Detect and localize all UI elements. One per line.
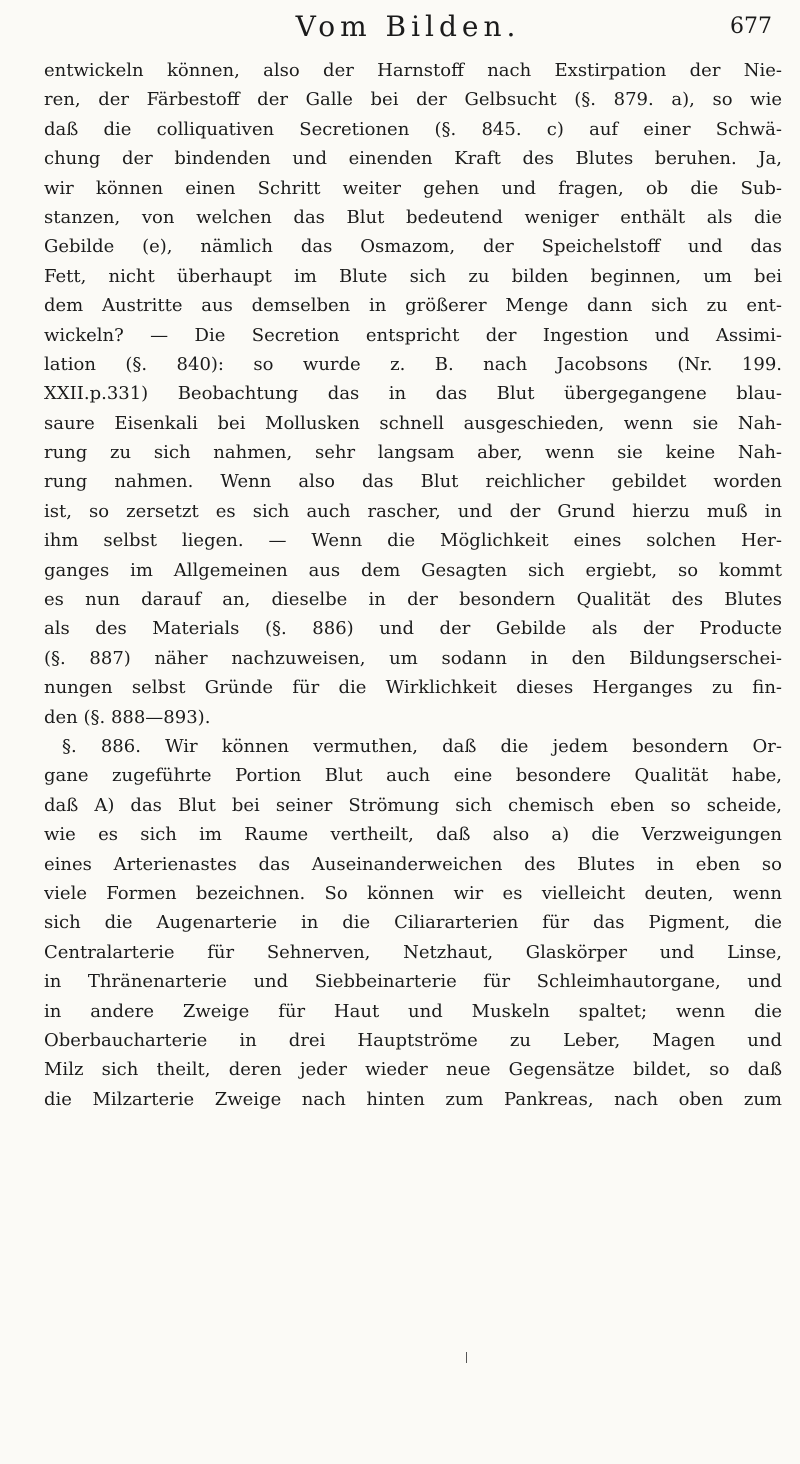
text-line: dem Austritte aus demselben in größerer Menge dann sich zu ent- [44, 295, 782, 317]
text-line: viele Formen bezeichnen. So können wir es vielleicht deuten, wenn [44, 882, 782, 904]
text-line: lation (§. 840): so wurde z. B. nach Jacobsons (Nr. 199. [44, 353, 782, 375]
text-line: daß die colliquativen Secretionen (§. 845. c) auf einer Schwä- [44, 118, 782, 140]
text-line: Oberbaucharterie in drei Hauptströme zu Leber, Magen und [44, 1029, 782, 1051]
text-line: als des Materials (§. 886) und der Gebilde als der Producte [44, 618, 782, 640]
body-text [44, 56, 782, 1114]
text-line: rung zu sich nahmen, sehr langsam aber, wenn sie keine Nah- [44, 442, 782, 464]
text-line: ren, der Färbestoff der Galle bei der Gelbsucht (§. 879. a), so wie [44, 89, 782, 111]
text-line: Centralarterie für Sehnerven, Netzhaut, Glaskörper und Linse, [44, 941, 782, 963]
text-line: stanzen, von welchen das Blut bedeutend weniger enthält als die [44, 206, 782, 228]
text-line: in Thränenarterie und Siebbeinarterie für Schleimhautorgane, und [44, 971, 782, 993]
text-line: saure Eisenkali bei Mollusken schnell ausgeschieden, wenn sie Nah- [44, 412, 782, 434]
text-line: Gebilde (e), nämlich das Osmazom, der Speichelstoff und das [44, 236, 782, 258]
text-line: die Milzarterie Zweige nach hinten zum Pankreas, nach oben zum [44, 1088, 782, 1110]
text-line: (§. 887) näher nachzuweisen, um sodann in den Bildungserschei- [44, 647, 782, 669]
text-line: daß A) das Blut bei seiner Strömung sich chemisch eben so scheide, [44, 794, 782, 816]
text-line: eines Arterienastes das Auseinanderweichen des Blutes in eben so [44, 853, 782, 875]
text-line: sich die Augenarterie in die Ciliararterien für das Pigment, die [44, 912, 782, 934]
text-line: den (§. 888—893). [44, 706, 211, 728]
section-start-line: §. 886. Wir können vermuthen, daß die jedem besondern Or- [62, 735, 782, 757]
print-mark [466, 1352, 467, 1363]
running-title: Vom Bilden. [295, 10, 521, 43]
text-line: Fett, nicht überhaupt im Blute sich zu bilden beginnen, um bei [44, 265, 782, 287]
page-number: 677 [730, 14, 772, 39]
text-line: rung nahmen. Wenn also das Blut reichlicher gebildet worden [44, 471, 782, 493]
text-line: in andere Zweige für Haut und Muskeln spaltet; wenn die [44, 1000, 782, 1022]
text-line: wir können einen Schritt weiter gehen und fragen, ob die Sub- [44, 177, 782, 199]
text-line: chung der bindenden und einenden Kraft des Blutes beruhen. Ja, [44, 148, 782, 170]
text-line: ihm selbst liegen. — Wenn die Möglichkeit eines solchen Her- [44, 530, 782, 552]
text-line: Milz sich theilt, deren jeder wieder neue Gegensätze bildet, so daß [44, 1059, 782, 1081]
text-line: XXII.p.331) Beobachtung das in das Blut übergegangene blau- [44, 383, 782, 405]
text-line: ganges im Allgemeinen aus dem Gesagten sich ergiebt, so kommt [44, 559, 782, 581]
text-line: entwickeln können, also der Harnstoff nach Exstirpation der Nie- [44, 60, 782, 81]
text-line: nungen selbst Gründe für die Wirklichkeit dieses Herganges zu fin- [44, 677, 782, 699]
text-line: es nun darauf an, dieselbe in der besondern Qualität des Blutes [44, 589, 782, 611]
running-head [44, 10, 772, 50]
text-line: wie es sich im Raume vertheilt, daß also a) die Verzweigungen [44, 824, 782, 846]
text-line: gane zugeführte Portion Blut auch eine besondere Qualität habe, [44, 765, 782, 787]
text-line: ist, so zersetzt es sich auch rascher, und der Grund hierzu muß in [44, 500, 782, 522]
text-line: wickeln? — Die Secretion entspricht der Ingestion und Assimi- [44, 324, 782, 346]
